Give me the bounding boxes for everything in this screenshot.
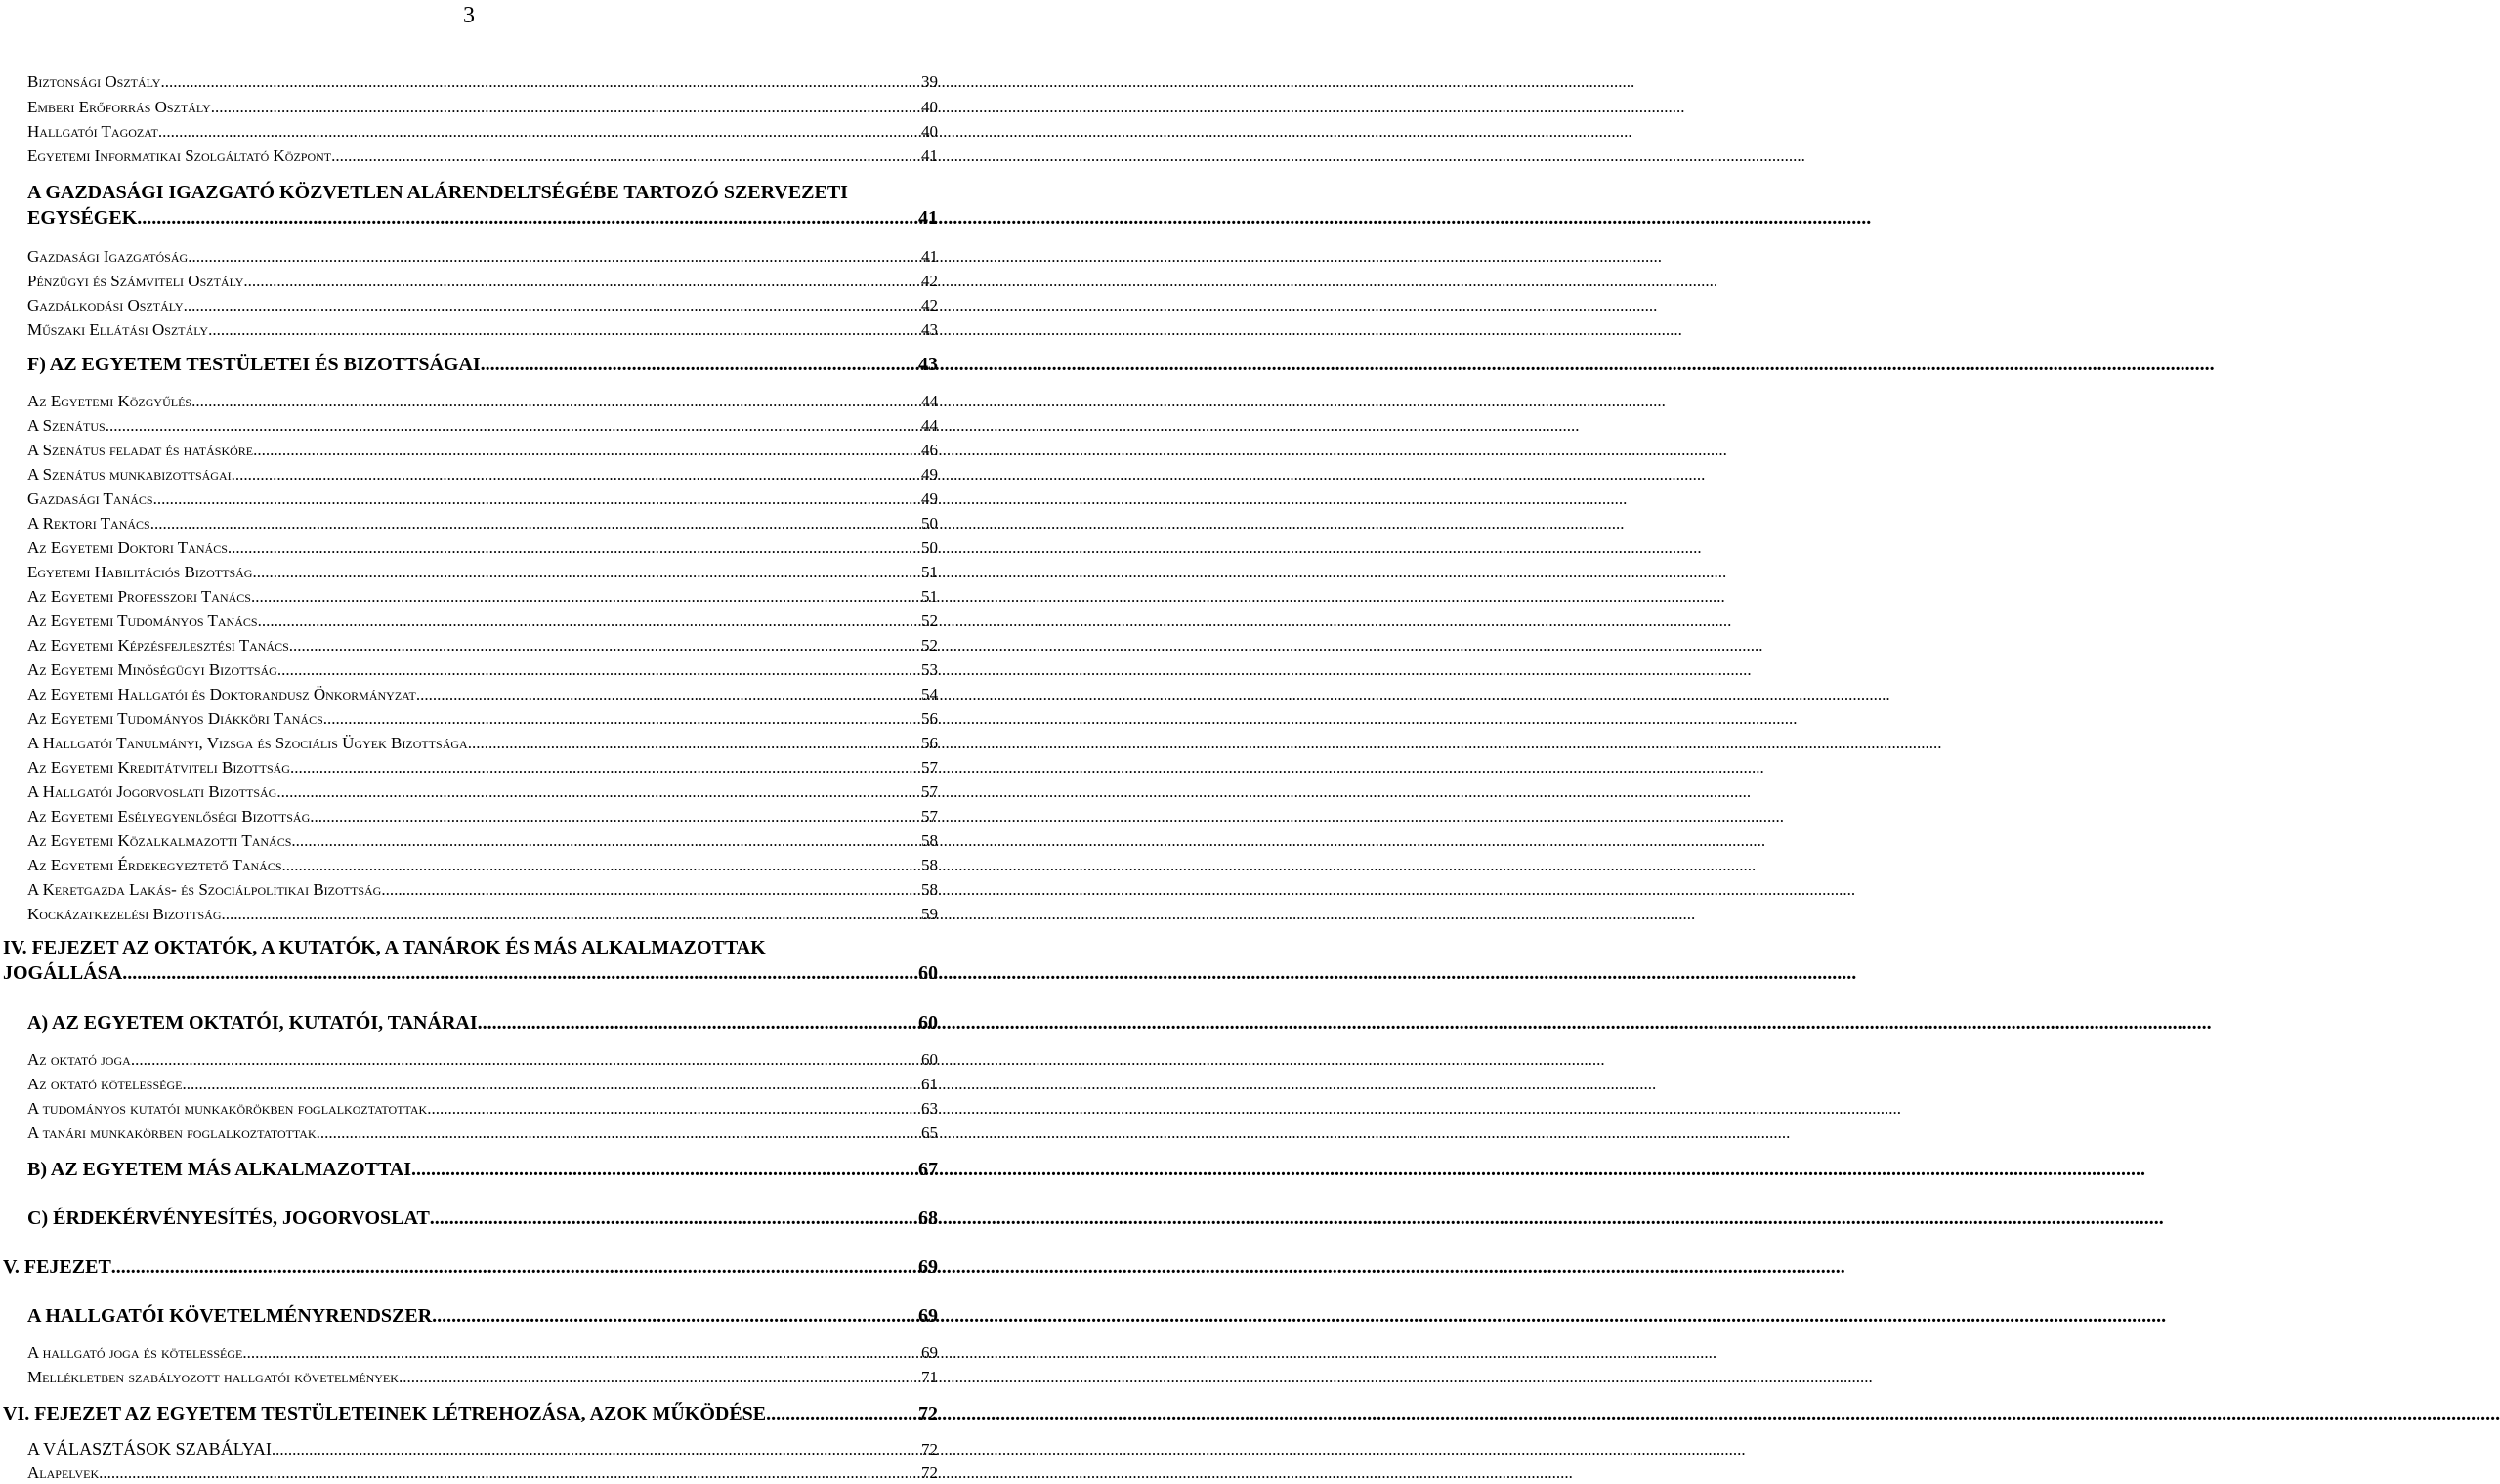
- toc-entry[interactable]: [27, 684, 938, 705]
- toc-entry[interactable]: [27, 1157, 938, 1182]
- toc-entry-title: A VÁLASZTÁSOK SZABÁLYAI: [27, 1439, 272, 1459]
- toc-entry[interactable]: [27, 635, 938, 657]
- toc-entry[interactable]: [27, 806, 938, 827]
- toc-entry[interactable]: [27, 415, 938, 437]
- toc-page-number: 50: [921, 538, 938, 557]
- toc-entry-title: Alapelvek: [27, 1463, 100, 1482]
- toc-entry[interactable]: [27, 319, 938, 341]
- toc-page-number: 41: [921, 247, 938, 266]
- toc-page-number: 71: [921, 1368, 938, 1386]
- toc-entry[interactable]: [27, 708, 938, 730]
- toc-entry[interactable]: [27, 440, 938, 461]
- toc-page-number: 58: [921, 831, 938, 850]
- toc-entry-title: Mellékletben szabályozott hallgatói követelmények: [27, 1368, 399, 1386]
- toc-entry-title: Kockázatkezelési Bizottság: [27, 905, 222, 923]
- toc-page-number: 56: [921, 709, 938, 728]
- toc-entry-title: Az Egyetemi Minőségügyi Bizottság: [27, 660, 277, 679]
- toc-leader-dots: [290, 757, 917, 779]
- toc-entry[interactable]: [27, 855, 938, 876]
- toc-entry[interactable]: [27, 121, 938, 143]
- toc-entry[interactable]: [27, 513, 938, 534]
- toc-entry[interactable]: [27, 97, 938, 118]
- toc-entry-title: EGYSÉGEK: [27, 207, 138, 229]
- toc-page-number: 57: [921, 783, 938, 801]
- toc-page-number: 43: [921, 320, 938, 339]
- toc-leader-dots: [381, 879, 917, 901]
- toc-leader-dots: [252, 562, 917, 583]
- toc-page-number: 58: [921, 856, 938, 874]
- toc-entry[interactable]: [27, 246, 938, 268]
- toc-entry-title: A Szenátus munkabizottságai: [27, 465, 232, 484]
- toc-entry[interactable]: [27, 146, 938, 167]
- toc-page-number: 44: [921, 392, 938, 410]
- toc-entry-title: Gazdasági Igazgatóság: [27, 247, 189, 266]
- toc-entry-title: Az oktató kötelessége: [27, 1075, 183, 1093]
- toc-page-number: 56: [921, 734, 938, 752]
- toc-entry-title: Gazdálkodási Osztály: [27, 296, 184, 315]
- toc-page-number: 69: [921, 1343, 938, 1362]
- toc-leader-dots: [208, 319, 917, 341]
- table-of-contents: [0, 0, 938, 1482]
- toc-leader-dots: [106, 415, 917, 437]
- toc-entry[interactable]: [27, 1123, 938, 1144]
- toc-entry[interactable]: [3, 1401, 938, 1426]
- toc-page-number: 52: [921, 636, 938, 655]
- toc-entry[interactable]: [3, 1254, 938, 1280]
- toc-page-number: 58: [921, 880, 938, 899]
- toc-entry-title: Az Egyetemi Közgyűlés: [27, 392, 192, 410]
- toc-leader-dots: [232, 464, 917, 486]
- toc-entry[interactable]: [27, 1438, 938, 1461]
- toc-entry[interactable]: [27, 71, 938, 93]
- toc-page-number: 39: [921, 72, 938, 91]
- toc-entry[interactable]: [27, 1074, 938, 1095]
- toc-leader-dots: [243, 271, 917, 292]
- toc-entry-title: B) AZ EGYETEM MÁS ALKALMAZOTTAI: [27, 1159, 412, 1180]
- toc-page-number: 46: [921, 441, 938, 459]
- toc-entry-title: Az Egyetemi Professzori Tanács: [27, 587, 251, 606]
- toc-leader-dots: [253, 440, 917, 461]
- toc-page-number: 63: [921, 1099, 938, 1118]
- toc-entry[interactable]: [27, 1367, 938, 1388]
- toc-entry-title: Az Egyetemi Közalkalmazotti Tanács: [27, 831, 292, 850]
- toc-entry[interactable]: [27, 1206, 938, 1231]
- toc-entry[interactable]: [27, 1049, 938, 1071]
- toc-page-number: 51: [921, 563, 938, 581]
- toc-entry-title: A tudományos kutatói munkakörökben foglalkoztatottak: [27, 1099, 428, 1118]
- toc-page-number: 69: [918, 1256, 938, 1278]
- toc-entry[interactable]: [27, 659, 938, 681]
- toc-entry-title: Az Egyetemi Tudományos Tanács: [27, 612, 258, 630]
- toc-entry-title: Műszaki Ellátási Osztály: [27, 320, 209, 339]
- toc-entry-title: Az Egyetemi Tudományos Diákköri Tanács: [27, 709, 323, 728]
- toc-page-number: 67: [918, 1159, 938, 1180]
- toc-page-number: 53: [921, 660, 938, 679]
- toc-entry-title: Emberi Erőforrás Osztály: [27, 98, 211, 116]
- toc-page-number: 43: [918, 354, 938, 375]
- toc-leader-dots: [122, 960, 914, 986]
- toc-leader-dots: [272, 1439, 917, 1461]
- toc-leader-dots: [432, 1303, 914, 1329]
- toc-leader-dots: [291, 830, 917, 852]
- toc-entry-title: A) AZ EGYETEM OKTATÓI, KUTATÓI, TANÁRAI: [27, 1012, 478, 1034]
- toc-entry[interactable]: [27, 586, 938, 608]
- toc-entry[interactable]: [27, 537, 938, 559]
- toc-page-number: 59: [921, 905, 938, 923]
- toc-entry-title: VI. FEJEZET AZ EGYETEM TESTÜLETEINEK LÉTREHOZÁSA, AZOK MŰKÖDÉSE: [3, 1403, 767, 1424]
- toc-page-number: 40: [921, 122, 938, 141]
- toc-entry[interactable]: [27, 295, 938, 317]
- toc-entry[interactable]: [27, 1010, 938, 1036]
- toc-leader-dots: [182, 1074, 917, 1095]
- toc-page-number: 44: [921, 416, 938, 435]
- toc-leader-dots: [228, 537, 917, 559]
- toc-page-number: 60: [918, 1012, 938, 1034]
- toc-entry[interactable]: [27, 757, 938, 779]
- toc-leader-dots: [184, 295, 917, 317]
- toc-entry-title: Az Egyetemi Doktori Tanács: [27, 538, 228, 557]
- toc-leader-dots: [191, 391, 917, 412]
- toc-entry[interactable]: [27, 904, 938, 925]
- toc-entry[interactable]: [27, 611, 938, 632]
- toc-entry-title: JOGÁLLÁSA: [3, 962, 123, 984]
- toc-page-number: 54: [921, 685, 938, 703]
- toc-page-number: 57: [921, 758, 938, 777]
- toc-leader-dots: [323, 708, 917, 730]
- toc-page-number: 51: [921, 587, 938, 606]
- toc-entry[interactable]: [27, 830, 938, 852]
- toc-leader-dots: [416, 684, 917, 705]
- toc-page-number: 42: [921, 272, 938, 290]
- toc-leader-dots: [251, 586, 917, 608]
- toc-leader-dots: [242, 1342, 917, 1364]
- toc-page-number: 60: [921, 1050, 938, 1069]
- toc-entry-title: F) AZ EGYETEM TESTÜLETEI ÉS BIZOTTSÁGAI: [27, 354, 481, 375]
- toc-entry-title: C) ÉRDEKÉRVÉNYESÍTÉS, JOGORVOSLAT: [27, 1208, 430, 1229]
- toc-page-number: 72: [921, 1463, 938, 1482]
- toc-entry-title: A Szenátus feladat és hatásköre: [27, 441, 254, 459]
- toc-entry-title: Egyetemi Habilitációs Bizottság: [27, 563, 253, 581]
- toc-leader-dots: [111, 1254, 914, 1280]
- toc-entry-title-line: IV. FEJEZET AZ OKTATÓK, A KUTATÓK, A TANÁROK ÉS MÁS ALKALMAZOTTAK: [3, 937, 766, 958]
- toc-page-number: 65: [921, 1124, 938, 1142]
- toc-entry-title: A HALLGATÓI KÖVETELMÉNYRENDSZER: [27, 1305, 433, 1327]
- toc-leader-dots: [331, 146, 917, 167]
- toc-entry-title: A Hallgatói Jogorvoslati Bizottság: [27, 783, 277, 801]
- toc-leader-dots: [282, 855, 917, 876]
- toc-page-number: 60: [918, 962, 938, 984]
- toc-entry-title: A tanári munkakörben foglalkoztatottak: [27, 1124, 317, 1142]
- toc-leader-dots: [289, 635, 917, 657]
- toc-entry-title: Pénzügyi és Számviteli Osztály: [27, 272, 244, 290]
- toc-entry[interactable]: [27, 879, 938, 901]
- toc-leader-dots: [188, 246, 917, 268]
- toc-leader-dots: [150, 513, 917, 534]
- toc-leader-dots: [276, 782, 917, 803]
- toc-page-number: 49: [921, 489, 938, 508]
- toc-entry-title: A Hallgatói Tanulmányi, Vizsga és Szociális Ügyek Bizottsága: [27, 734, 468, 752]
- toc-page-number: 69: [918, 1305, 938, 1327]
- toc-entry-title: Az oktató joga: [27, 1050, 131, 1069]
- toc-page-number: 50: [921, 514, 938, 532]
- toc-entry[interactable]: [27, 1342, 938, 1364]
- toc-entry[interactable]: [27, 352, 938, 377]
- toc-entry[interactable]: [27, 271, 938, 292]
- toc-leader-dots: [430, 1206, 914, 1231]
- toc-entry[interactable]: [27, 1098, 938, 1120]
- toc-page-number: 52: [921, 612, 938, 630]
- toc-entry[interactable]: [27, 180, 938, 231]
- toc-entry-title-line: A GAZDASÁGI IGAZGATÓ KÖZVETLEN ALÁRENDELTSÉGÉBE TARTOZÓ SZERVEZETI: [27, 182, 848, 203]
- toc-leader-dots: [137, 205, 914, 231]
- toc-leader-dots: [158, 121, 917, 143]
- toc-entry-title: Egyetemi Informatikai Szolgáltató Központ: [27, 147, 332, 165]
- toc-leader-dots: [399, 1367, 917, 1388]
- toc-page-number: 42: [921, 296, 938, 315]
- toc-leader-dots: [478, 1010, 914, 1036]
- toc-leader-dots: [222, 904, 917, 925]
- toc-entry-title: Gazdasági Tanács: [27, 489, 153, 508]
- toc-leader-dots: [411, 1157, 914, 1182]
- toc-leader-dots: [277, 659, 917, 681]
- toc-leader-dots: [211, 97, 917, 118]
- toc-page-number: 40: [921, 98, 938, 116]
- toc-leader-dots: [310, 806, 917, 827]
- toc-page-number: 68: [918, 1208, 938, 1229]
- toc-leader-dots: [99, 1463, 917, 1484]
- toc-page-number: 41: [918, 207, 938, 229]
- toc-leader-dots: [160, 71, 917, 93]
- toc-leader-dots: [481, 352, 914, 377]
- toc-leader-dots: [468, 733, 917, 754]
- toc-entry[interactable]: [27, 733, 938, 754]
- toc-entry[interactable]: [3, 935, 938, 986]
- toc-page-number: 57: [921, 807, 938, 826]
- toc-page-number: 72: [918, 1403, 938, 1424]
- toc-leader-dots: [131, 1049, 917, 1071]
- toc-leader-dots: [766, 1401, 914, 1426]
- toc-page-number: 72: [921, 1440, 938, 1459]
- toc-entry-title: Az Egyetemi Kreditátviteli Bizottság: [27, 758, 290, 777]
- toc-page-number: 41: [921, 147, 938, 165]
- toc-entry-title: A hallgató joga és kötelessége: [27, 1343, 243, 1362]
- toc-entry[interactable]: [27, 562, 938, 583]
- toc-leader-dots: [258, 611, 917, 632]
- toc-entry-title: Az Egyetemi Képzésfejlesztési Tanács: [27, 636, 289, 655]
- toc-entry-title: A Keretgazda Lakás- és Szociálpolitikai Bizottság: [27, 880, 382, 899]
- toc-entry-title: Az Egyetemi Hallgatói és Doktorandusz Önkormányzat: [27, 685, 416, 703]
- toc-page-number: 61: [921, 1075, 938, 1093]
- toc-entry-title: Hallgatói Tagozat: [27, 122, 158, 141]
- toc-entry-title: A Rektori Tanács: [27, 514, 150, 532]
- toc-entry[interactable]: [27, 782, 938, 803]
- toc-entry-title: Az Egyetemi Esélyegyenlőségi Bizottság: [27, 807, 311, 826]
- toc-entry-title: Az Egyetemi Érdekegyeztető Tanács: [27, 856, 282, 874]
- toc-page-number: 49: [921, 465, 938, 484]
- toc-entry-title: V. FEJEZET: [3, 1256, 111, 1278]
- page-number: 3: [463, 3, 475, 28]
- toc-entry-title: Biztonsági Osztály: [27, 72, 161, 91]
- toc-entry[interactable]: [27, 1303, 938, 1329]
- toc-entry[interactable]: [27, 488, 938, 510]
- toc-leader-dots: [153, 488, 917, 510]
- toc-entry[interactable]: [27, 1463, 938, 1484]
- toc-leader-dots: [317, 1123, 917, 1144]
- toc-leader-dots: [427, 1098, 917, 1120]
- toc-entry-title: A Szenátus: [27, 416, 106, 435]
- toc-entry[interactable]: [27, 464, 938, 486]
- toc-entry[interactable]: [27, 391, 938, 412]
